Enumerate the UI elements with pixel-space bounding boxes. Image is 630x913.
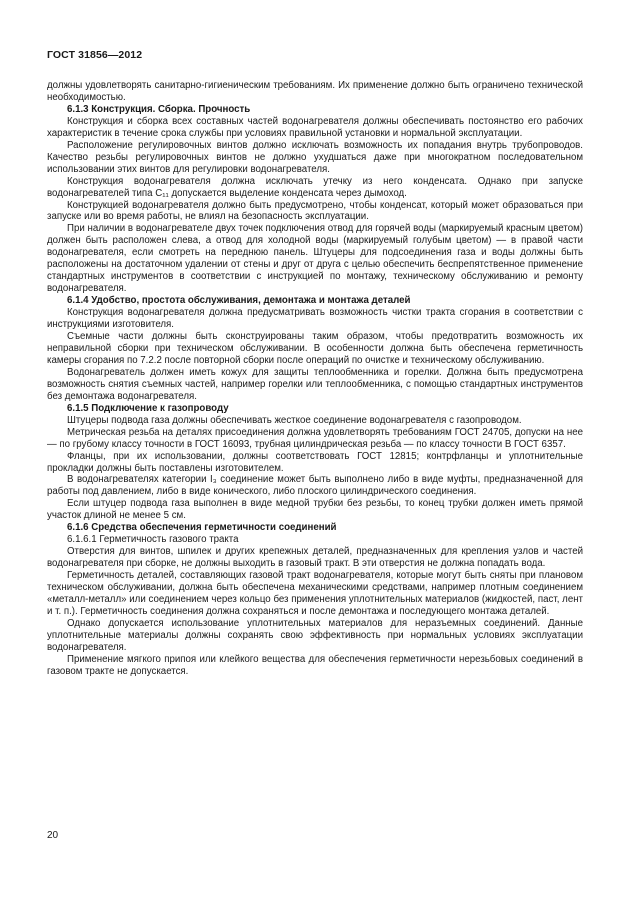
paragraph: Конструкцией водонагревателя должно быть предусмотрено, чтобы конденсат, который может образоваться при запуске или во время работы, не влиял на безопасность эксплуатации. <box>47 199 583 223</box>
paragraph: При наличии в водонагревателе двух точек подключения отвод для горячей воды (маркируемый красным цветом) должен быть расположен слева, а отвод для холодной воды (маркируемый голубым цветом) — в правой части водонагревателя, если смотреть на переднюю панель. Штуцеры для подсоединения газа и воды должны быть расположены на достаточном удалении от стены и друг от друга с целью обеспечить беспрепятственное применение стандартных инструментов в соответствии с инструкцией по монтажу, техническому обслуживанию и ремонту водонагревателя. <box>47 223 583 295</box>
section-heading: 6.1.5 Подключение к газопроводу <box>67 402 229 414</box>
paragraph: Отверстия для винтов, шпилек и других крепежных деталей, предназначенных для крепления узлов и частей водонагревателя при сборке, не должны выходить в газовый тракт. В эти отверстия не должна попадать вода. <box>47 546 583 570</box>
paragraph: Конструкция водонагревателя должна исключать утечку из него конденсата. Однако при запуске водонагревателей типа C₁₁ допускается выделение конденсата через дымоход. <box>47 175 583 199</box>
paragraph: Съемные части должны быть сконструированы таким образом, чтобы предотвратить возможность их неправильной сборки при техническом обслуживании. В особенности должна быть обеспечена герметичность камеры сгорания по 7.2.2 после повторной сборки после операций по очистке и техническому обслуживанию. <box>47 331 583 366</box>
paragraph: Штуцеры подвода газа должны обеспечивать жесткое соединение водонагревателя с газопроводом. <box>67 414 522 426</box>
paragraph: Если штуцер подвода газа выполнен в виде медной трубки без резьбы, то конец трубки должен иметь прямой участок длиной не менее 5 см. <box>47 498 583 522</box>
section-heading: 6.1.6 Средства обеспечения герметичности соединений <box>67 522 337 534</box>
document-header: ГОСТ 31856—2012 <box>47 49 143 61</box>
paragraph: Метрическая резьба на деталях присоединения должна удовлетворять требованиям ГОСТ 24705, допуски на нее — по грубому классу точности в ГОСТ 16093, трубная цилиндрическая резьба — по классу точности В ГОСТ 6357. <box>47 426 583 450</box>
subsection-heading: 6.1.6.1 Герметичность газового тракта <box>67 534 239 546</box>
paragraph: Конструкция водонагревателя должна предусматривать возможность чистки тракта сгорания в соответствии с инструкциями изготовителя. <box>47 307 583 331</box>
page-number: 20 <box>47 830 59 841</box>
paragraph: Однако допускается использование уплотнительных материалов для неразъемных соединений. Данные уплотнительные материалы должны сохранять свою эффективность при нормальных условиях эксплуатации водонагревателя. <box>47 617 583 653</box>
paragraph: должны удовлетворять санитарно-гигиеническим требованиям. Их применение должно быть ограничено технической необходимостью. <box>47 80 583 103</box>
paragraph: Применение мягкого припоя или клейкого вещества для обеспечения герметичности нерезьбовых соединений в газовом тракте не допускается. <box>47 653 583 677</box>
page-body <box>47 80 583 678</box>
section-heading: 6.1.3 Конструкция. Сборка. Прочность <box>67 103 251 115</box>
paragraph: Конструкция и сборка всех составных частей водонагревателя должны обеспечивать постоянство его рабочих характеристик в течение срока службы при условиях правильной установки и нормальной эксплуатации. <box>47 115 583 139</box>
paragraph: Расположение регулировочных винтов должно исключать возможность их попадания внутрь трубопроводов. Качество резьбы регулировочных винтов не должно ухудшаться даже при многократном последовательном использовании этих винтов для регулировки водонагревателя. <box>47 139 583 175</box>
paragraph: Фланцы, при их использовании, должны соответствовать ГОСТ 12815; контрфланцы и уплотнительные прокладки должны быть поставлены изготовителем. <box>47 450 583 474</box>
paragraph: В водонагревателях категории I₃ соединение может быть выполнено либо в виде муфты, предназначенной для работы под давлением, либо в виде конического, либо плоского цилиндрического соединения. <box>47 474 583 498</box>
section-heading: 6.1.4 Удобство, простота обслуживания, демонтажа и монтажа деталей <box>67 295 411 307</box>
paragraph: Водонагреватель должен иметь кожух для защиты теплообменника и горелки. Должна быть предусмотрена возможность снятия съемных частей, например горелки или теплообменника, с помощью стандартных инструментов без демонтажа водонагревателя. <box>47 366 583 402</box>
paragraph: Герметичность деталей, составляющих газовой тракт водонагревателя, которые могут быть сняты при плановом техническом обслуживании, должна быть обеспечена механическими средствами, например плотным соединением «металл-металл» или соединением через кольцо без применения уплотнительных материалов (жидкостей, паст, лент и т. п.). Герметичность соединения должна сохраняться и после демонтажа и последующего монтажа деталей. <box>47 570 583 617</box>
